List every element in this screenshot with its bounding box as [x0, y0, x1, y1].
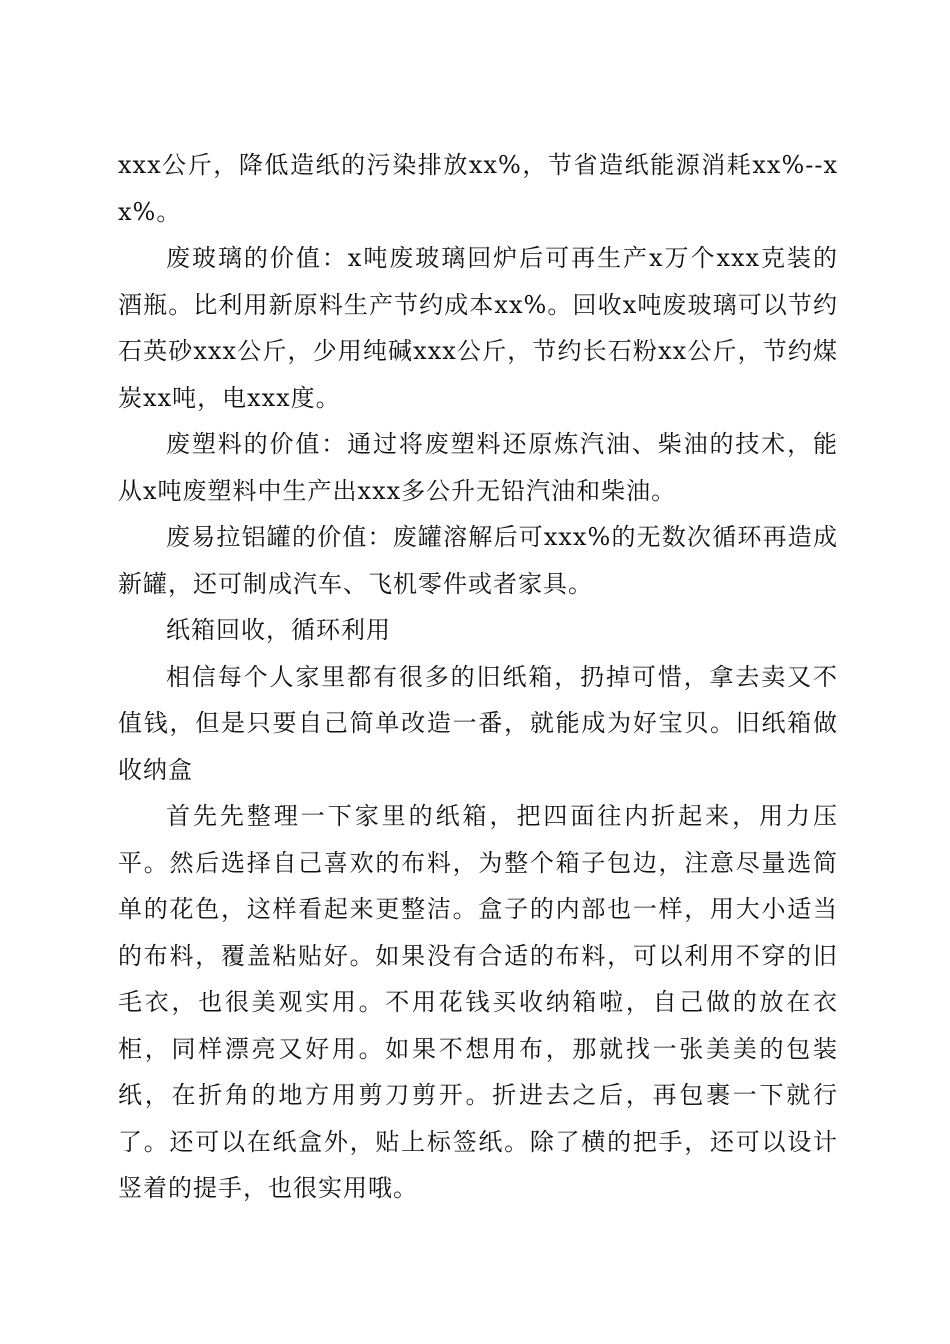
paragraph-waste-glass: 废玻璃的价值：x吨废玻璃回炉后可再生产x万个xxx克装的酒瓶。比利用新原料生产节约成本xx%。回收x吨废玻璃可以节约石英砂xxx公斤，少用纯碱xxx公斤，节约长石粉xx公斤，节约煤炭xx吨，电xxx度。 [118, 244, 838, 412]
paragraph-waste-plastic: 废塑料的价值：通过将废塑料还原炼汽油、柴油的技术，能从x吨废塑料中生产出xxx多公升无铅汽油和柴油。 [118, 430, 838, 505]
section-heading-carton-recycling: 纸箱回收，循环利用 [166, 616, 391, 644]
paragraph-paper-value-continued: xxx公斤，降低造纸的污染排放xx%，节省造纸能源消耗xx%--xx%。 [118, 151, 838, 226]
paragraph-aluminum-cans: 废易拉铝罐的价值：废罐溶解后可xxx%的无数次循环再造成新罐，还可制成汽车、飞机零件或者家具。 [118, 523, 838, 598]
paragraph-storage-box-steps: 首先先整理一下家里的纸箱，把四面往内折起来，用力压平。然后选择自己喜欢的布料，为整个箱子包边，注意尽量选简单的花色，这样看起来更整洁。盒子的内部也一样，用大小适当的布料，覆盖粘贴好。如果没有合适的布料，可以利用不穿的旧毛衣，也很美观实用。不用花钱买收纳箱啦，自己做的放在衣柜，同样漂亮又好用。如果不想用布，那就找一张美美的包装纸，在折角的地方用剪刀剪开。折进去之后，再包裹一下就行了。还可以在纸盒外，贴上标签纸。除了横的把手，还可以设计竖着的提手，也很实用哦。 [118, 802, 838, 1202]
document-body [118, 142, 838, 1212]
paragraph-old-cartons: 相信每个人家里都有很多的旧纸箱，扔掉可惜，拿去卖又不值钱，但是只要自己简单改造一番，就能成为好宝贝。旧纸箱做收纳盒 [118, 662, 838, 784]
